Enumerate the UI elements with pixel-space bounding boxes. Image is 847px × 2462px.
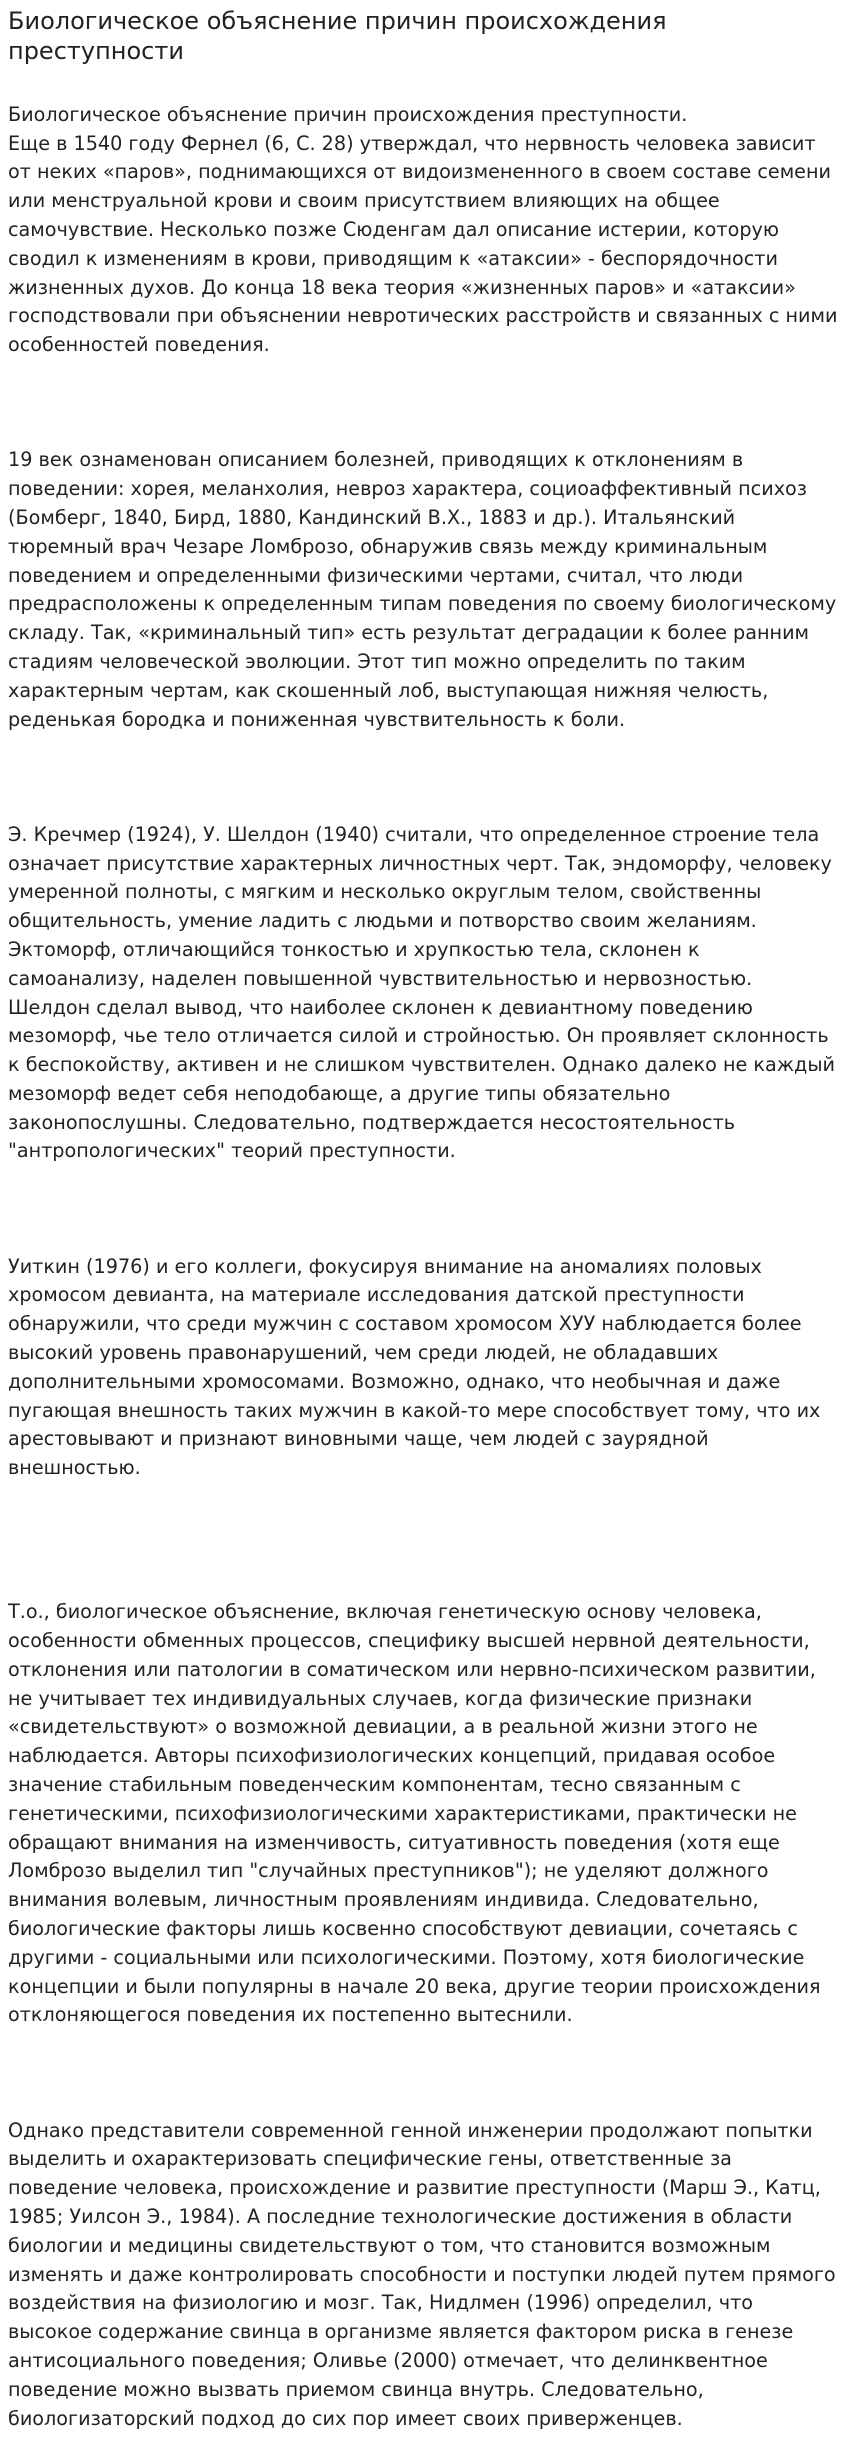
paragraph-2: 19 век ознаменован описанием болезней, приводящих к отклонениям в поведении: хорея, меланхолия, невроз характера, социоаффективный психоз (Бомберг, 1840, Бирд, 1880, Кандинский В.Х., 1883 и др.). Итальянский тюремный врач Чезаре Ломброзо, обнаружив связь между криминальным поведением и определенными физическими чертами, считал, что люди предрасположены к определенным типам поведения по своему биологическому складу. Так, «криминальный тип» есть результат деградации к более ранним стадиям человеческой эволюции. Этот тип можно определить по таким характерным чертам, как скошенный лоб, выступающая нижняя челюсть, реденькая бородка и пониженная чувствительность к боли. (8, 448, 837, 731)
paragraph-1: Биологическое объяснение причин происхождения преступности. Еще в 1540 году Фернел (6, С. 28) утверждал, что нервность человека зависит от неких «паров», поднимающихся от видоизмененного в своем составе семени или менструальной крови и своим присутствием влияющих на общее самочувствие. Несколько позже Сюденгам дал описание истерии, которую сводил к изменениям в крови, приводящим к «атаксии» - беспорядочности жизненных духов. До конца 18 века теория «жизненных паров» и «атаксии» господствовали при объяснении невротических расстройств и связанных с ними особенностей поведения. (8, 102, 838, 357)
page-title: Биологическое объяснение причин происхождения преступности (8, 7, 667, 65)
paragraph-spacer (8, 2059, 839, 2088)
paragraph-3: Э. Кречмер (1924), У. Шелдон (1940) считали, что определенное строение тела означает присутствие характерных личностных черт. Так, эндоморфу, человеку умеренной полноты, с мягким и несколько округлым телом, свойственны общительность, умение ладить с людьми и потворство своим желаниям. Эктоморф, отличающийся тонкостью и хрупкостью тела, склонен к самоанализу, наделен повышенной чувствительностью и нервозностью. Шелдон сделал вывод, что наиболее склонен к девиантному поведению мезоморф, чье тело отличается силой и стройностью. Он проявляет склонность к беспокойству, активен и не слишком чувствителен. Однако далеко не каждый мезоморф ведет себя неподобающе, а другие типы обязательно законопослушны. Следовательно, подтверждается несостоятельность "антропологических" теорий преступности. (8, 822, 835, 1163)
paragraph-spacer (8, 1512, 839, 1570)
paragraph-6: Однако представители современной генной инженерии продолжают попытки выделить и охарактеризовать специфические гены, ответственные за поведение человека, происхождение и развитие преступности (Марш Э., Катц, 1985; Уилсон Э., 1984). А последние технологические достижения в области биологии и медицины свидетельствуют о том, что становится возможным изменять и даже контролировать способности и поступки людей путем прямого воздействия на физиологию и мозг. Так, Нидлмен (1996) определил, что высокое содержание свинца в организме является фактором риска в генезе антисоциального поведения; Оливье (2000) отмечает, что делинквентное поведение можно вызвать приемом свинца внутрь. Следовательно, биологизаторский подход до сих пор имеет своих приверженцев. (8, 2118, 836, 2430)
paragraph-spacer (8, 763, 839, 792)
paragraph-4: Уиткин (1976) и его коллеги, фокусируя внимание на аномалиях половых хромосом девианта, на материале исследования датской преступности обнаружили, что среди мужчин с составом хромосом ХУУ наблюдается более высокий уровень правонарушений, чем среди людей, не обладавших дополнительными хромосомами. Возможно, однако, что необычная и даже пугающая внешность таких мужчин в какой-то мере способствует тому, что их арестовывают и признают виновными чаще, чем людей с заурядной внешностью. (8, 1254, 821, 1480)
article-body (8, 72, 839, 2462)
paragraph-spacer (8, 1195, 839, 1224)
paragraph-spacer (8, 389, 839, 418)
paragraph-5: Т.о., биологическое объяснение, включая генетическую основу человека, особенности обменных процессов, специфику высшей нервной деятельности, отклонения или патологии в соматическом или нервно-психическом развитии, не учитывает тех индивидуальных случаев, когда физические признаки «свидетельствуют» о возможной девиации, а в реальной жизни этого не наблюдается. Авторы психофизиологических концепций, придавая особое значение стабильным поведенческим компонентам, тесно связанным с генетическими, психофизиологическими характеристиками, практически не обращают внимания на изменчивость, ситуативность поведения (хотя еще Ломброзо выделил тип "случайных преступников"); не уделяют должного внимания волевым, личностным проявлениям индивида. Следовательно, биологические факторы лишь косвенно способствуют девиации, сочетаясь с другими - социальными или психологическими. Поэтому, хотя биологические концепции и были популярны в начале 20 века, другие теории происхождения отклоняющегося поведения их постепенно вытеснили. (8, 1600, 821, 2027)
